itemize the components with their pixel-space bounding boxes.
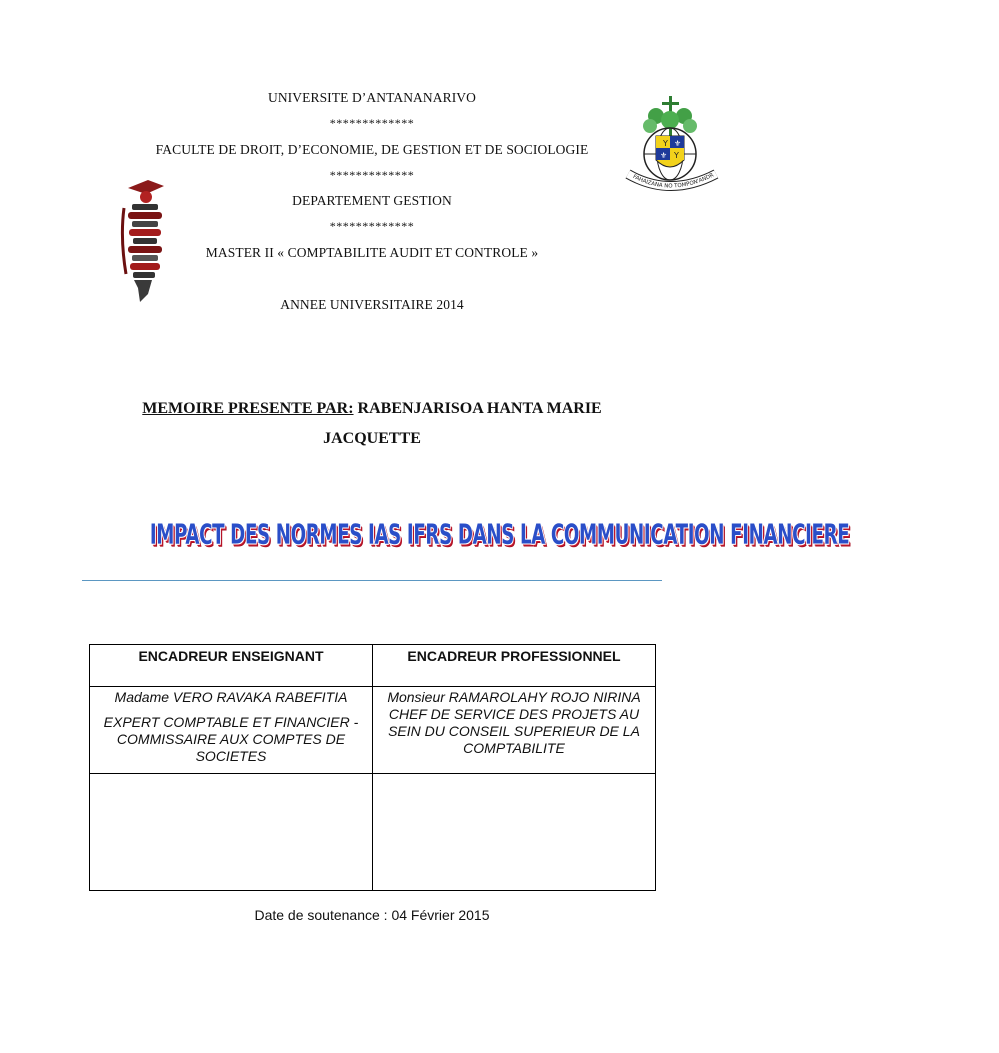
master-program: MASTER II « COMPTABILITE AUDIT ET CONTROLE »	[205, 245, 539, 260]
professional-role: CHEF DE SERVICE DES PROJETS AU SEIN DU CONSEIL SUPERIEUR DE LA COMPTABILITE	[388, 706, 640, 756]
table-row-signature	[90, 774, 656, 891]
svg-text:⚜: ⚜	[674, 139, 682, 148]
professional-signature-cell	[373, 774, 656, 891]
teacher-name: Madame VERO RAVAKA RABEFITIA	[114, 689, 348, 705]
university-seal-icon	[622, 94, 722, 209]
professional-name: Monsieur RAMAROLAHY ROJO NIRINA	[387, 689, 641, 705]
svg-text:Y: Y	[674, 151, 679, 160]
memoire-label: MEMOIRE PRESENTE PAR:	[142, 400, 354, 417]
professional-cell	[373, 687, 656, 774]
col-header-professional: ENCADREUR PROFESSIONNEL	[373, 645, 656, 687]
col-header-teacher: ENCADREUR ENSEIGNANT	[90, 645, 373, 687]
divider-line	[82, 580, 662, 581]
separator-stars: *************	[329, 116, 415, 130]
author-name-line2: JACQUETTE	[323, 430, 421, 447]
separator-stars: *************	[329, 168, 415, 182]
academic-year: ANNEE UNIVERSITAIRE 2014	[280, 297, 464, 312]
defense-date: Date de soutenance : 04 Février 2015	[254, 907, 490, 923]
faculty-name: FACULTE DE DROIT, D’ECONOMIE, DE GESTION ET DE SOCIOLOGIE	[155, 142, 589, 157]
teacher-role: EXPERT COMPTABLE ET FINANCIER - COMMISSAIRE AUX COMPTES DE SOCIETES	[103, 714, 359, 764]
faculty-logo-icon	[118, 178, 168, 309]
seal-motto: FAHAIZANA NO TOMPON'ANDR	[631, 172, 715, 190]
thesis-title: IMPACT DES NORMES IAS IFRS DANS LA COMMUNICATION FINANCIERE	[149, 519, 850, 551]
table-header-row	[90, 645, 656, 687]
author-name-line1: RABENJARISOA HANTA MARIE	[357, 400, 602, 417]
table-row	[90, 687, 656, 774]
department-name: DEPARTEMENT GESTION	[292, 193, 452, 208]
supervisors-table	[89, 644, 656, 891]
thesis-title-block	[0, 519, 850, 551]
author-line	[0, 400, 744, 418]
teacher-cell	[90, 687, 373, 774]
university-name: UNIVERSITE D’ANTANANARIVO	[267, 90, 477, 105]
teacher-signature-cell	[90, 774, 373, 891]
svg-text:Y: Y	[663, 139, 668, 148]
separator-stars: *************	[329, 219, 415, 233]
svg-text:⚜: ⚜	[660, 151, 668, 160]
